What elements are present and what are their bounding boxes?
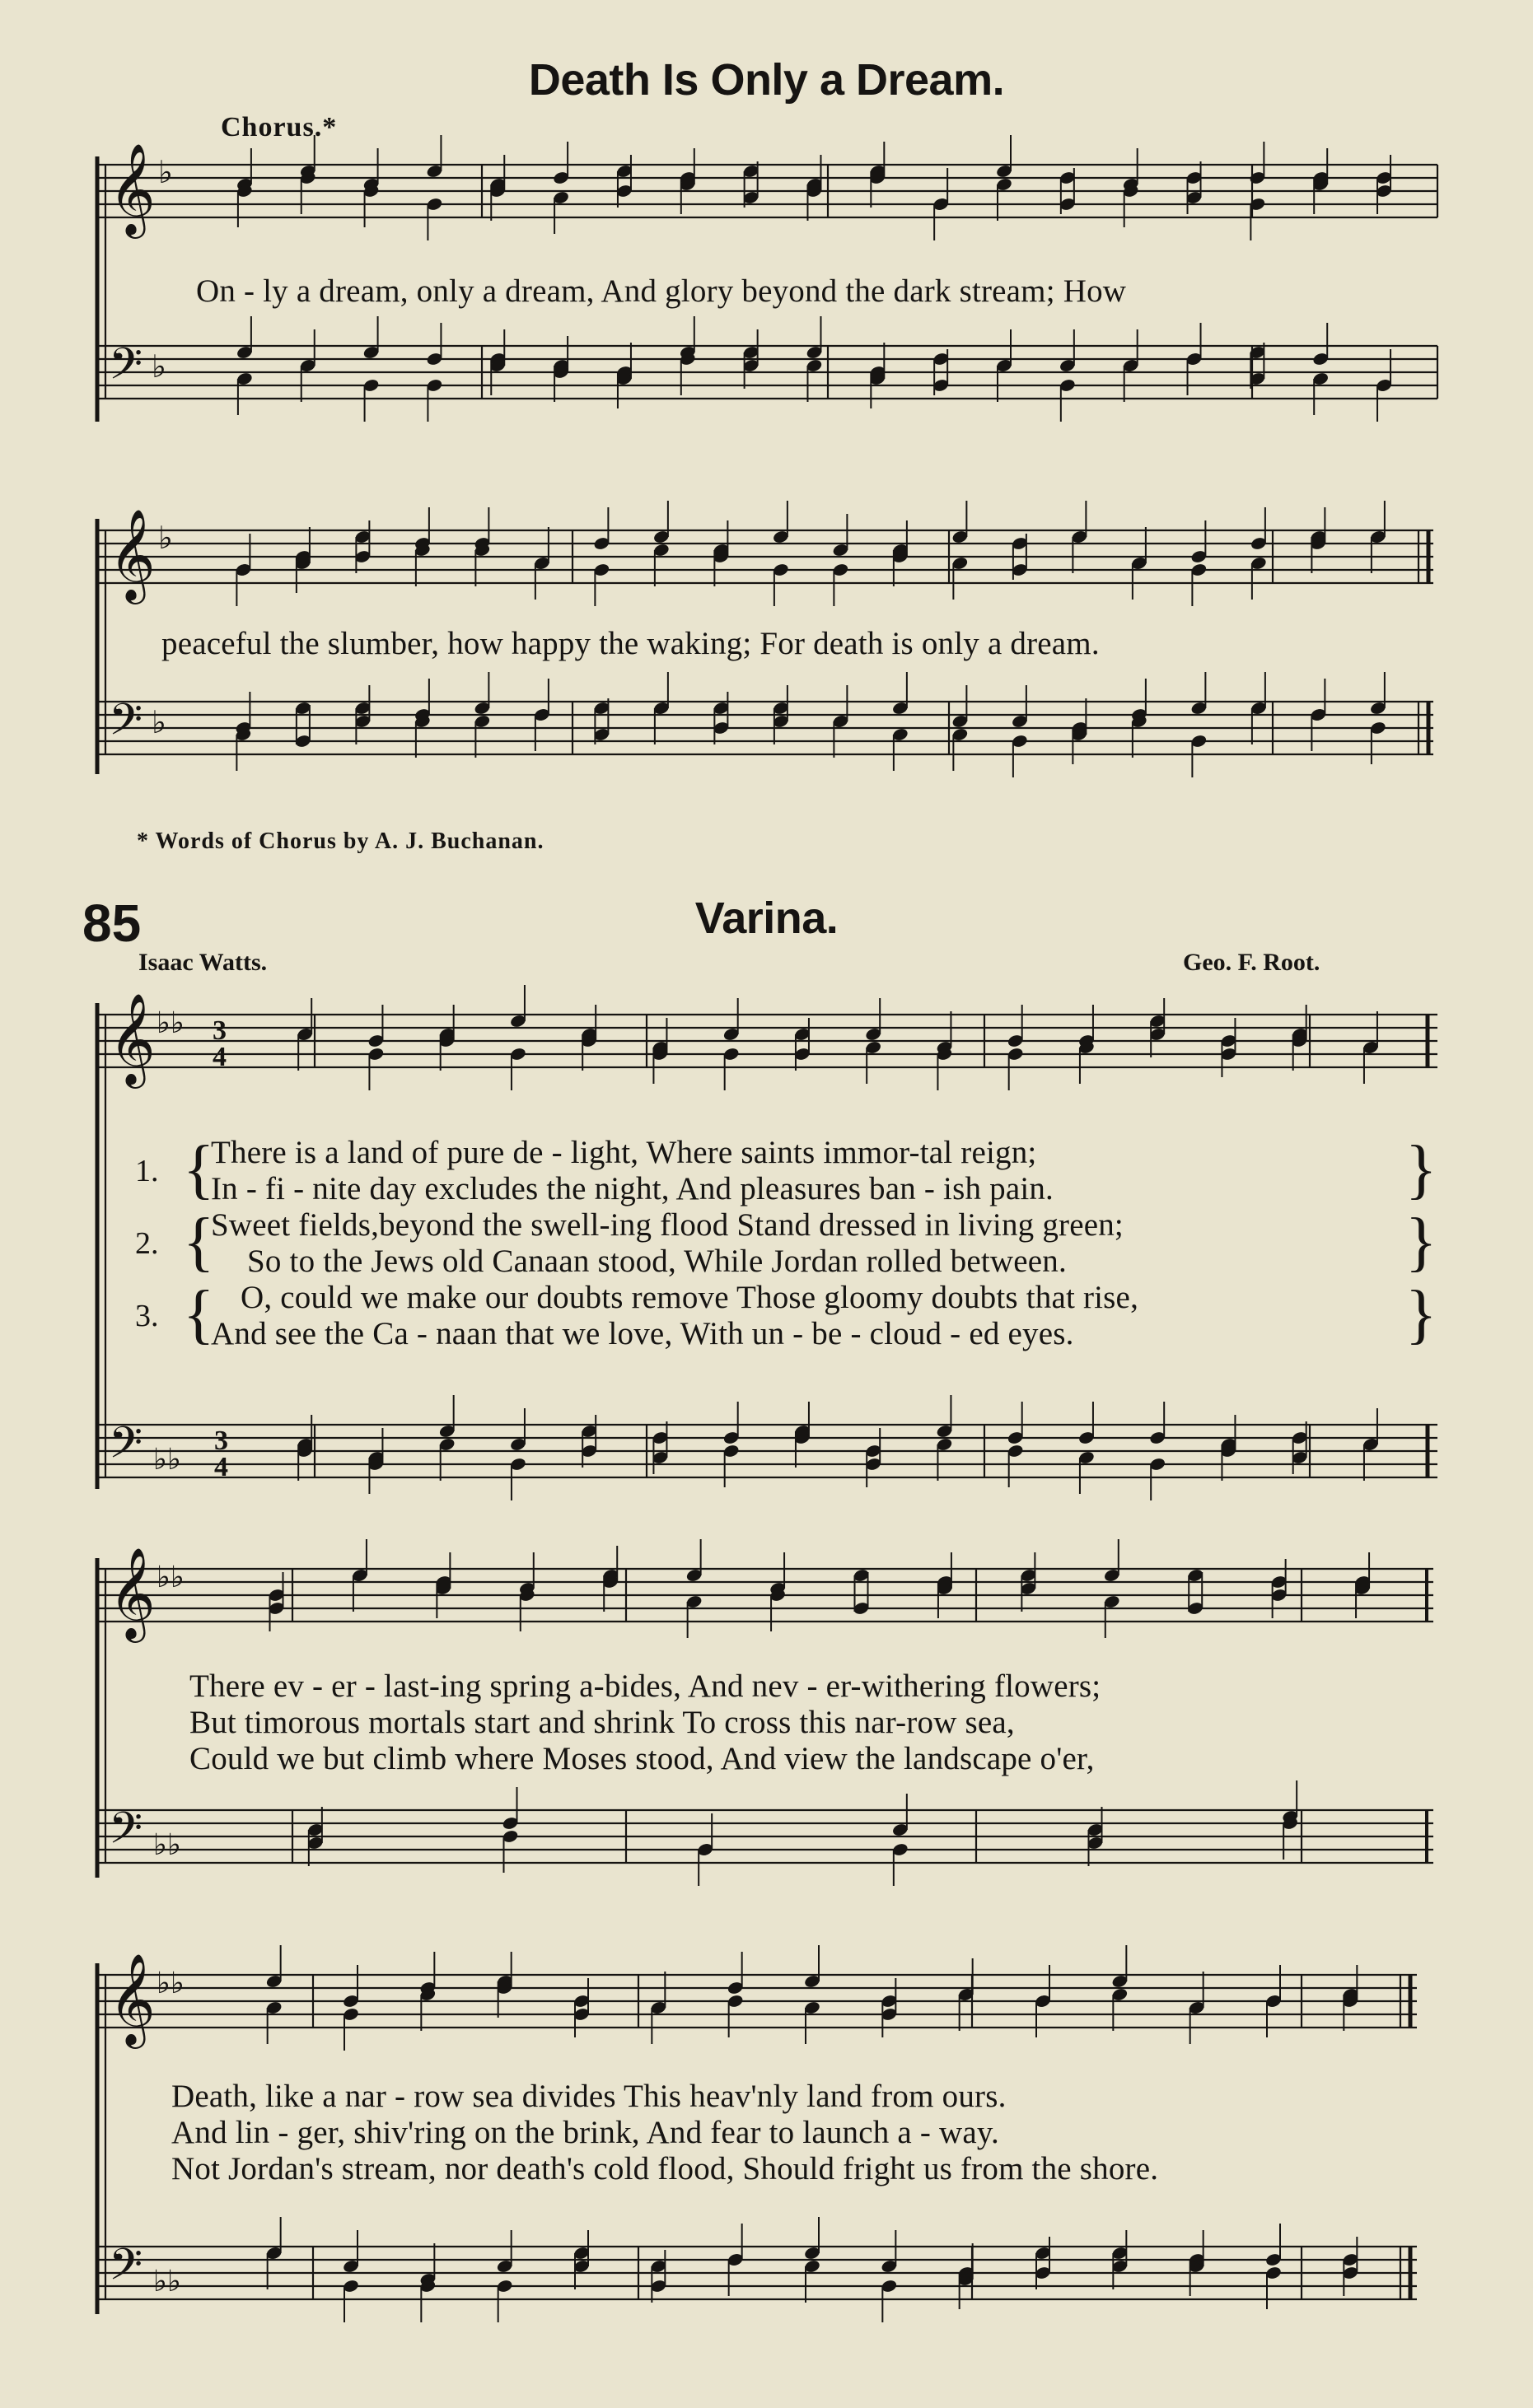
staff-bass-h2-s2 (99, 1810, 1433, 1863)
bass-clef-icon: 𝄢 (109, 339, 143, 400)
lyrics-line: There is a land of pure de - light, Where saints immor-tal reign; (211, 1135, 1037, 1170)
brace-icon: { (183, 1133, 215, 1206)
footnote: * Words of Chorus by A. J. Buchanan. (137, 828, 544, 854)
brace-icon: } (1405, 1206, 1437, 1278)
flat-icon: ♭♭ (153, 1443, 181, 1477)
flat-icon: ♭♭ (153, 1828, 181, 1862)
time-signature-top: 3 (213, 1015, 227, 1046)
staff-treble-h2-s3 (99, 1975, 1417, 2028)
staff-bass-h1-s1 (99, 346, 1437, 399)
bass-clef-icon: 𝄢 (109, 695, 143, 756)
flat-icon: ♭ (158, 154, 173, 190)
verse-number: 1. (135, 1154, 159, 1188)
treble-clef-icon: 𝄞 (109, 1953, 156, 2045)
lyrics-line: On - ly a dream, only a dream, And glory beyond the dark stream; How (196, 273, 1127, 309)
flat-icon: ♭ (158, 520, 173, 556)
lyrics-line: And see the Ca - naan that we love, With un - be - cloud - ed eyes. (211, 1316, 1074, 1351)
treble-clef-icon: 𝄞 (109, 992, 156, 1085)
flat-icon: ♭ (152, 704, 166, 740)
brace-icon: { (183, 1206, 215, 1278)
time-signature-bottom: 4 (213, 1042, 227, 1072)
staff-treble-h2-s1 (99, 1015, 1437, 1067)
lyrics-line: Could we but climb where Moses stood, And view the landscape o'er, (189, 1741, 1095, 1776)
lyrics-line: O, could we make our doubts remove Those gloomy doubts that rise, (241, 1280, 1139, 1315)
flat-icon: ♭♭ (157, 1006, 185, 1040)
hymn-number: 85 (82, 894, 142, 953)
lyrics-line: peaceful the slumber, how happy the waking; For death is only a dream. (161, 626, 1100, 661)
brace-icon: } (1405, 1278, 1437, 1351)
lyrics-line: Death, like a nar - row sea divides This heav'nly land from ours. (171, 2079, 1007, 2114)
words-credit: Isaac Watts. (138, 949, 268, 976)
flat-icon: ♭♭ (157, 1967, 185, 2000)
music-credit: Geo. F. Root. (1183, 949, 1320, 976)
brace-icon: } (1405, 1133, 1437, 1206)
lyrics-line: There ev - er - last-ing spring a-bides, And nev - er-withering flowers; (189, 1668, 1101, 1704)
verse-number: 2. (135, 1226, 159, 1261)
lyrics-line: Sweet fields,beyond the swell-ing flood Stand dressed in living green; (211, 1207, 1124, 1243)
staff-treble-h1-s1 (99, 165, 1437, 217)
lyrics-line: Not Jordan's stream, nor death's cold flood, Should fright us from the shore. (171, 2151, 1159, 2186)
flat-icon: ♭♭ (153, 2265, 181, 2298)
lyrics-line: So to the Jews old Canaan stood, While Jordan rolled between. (247, 1244, 1067, 1279)
hymn-title-varina: Varina. (694, 894, 839, 943)
bass-clef-icon: 𝄢 (109, 1418, 143, 1479)
hymn-title-death-is-only-a-dream: Death Is Only a Dream. (528, 55, 1005, 105)
treble-clef-icon: 𝄞 (109, 142, 156, 235)
bass-clef-icon: 𝄢 (109, 2240, 143, 2301)
brace-icon: { (183, 1278, 215, 1351)
treble-clef-icon: 𝄞 (109, 1547, 156, 1639)
flat-icon: ♭ (152, 348, 166, 385)
verse-number: 3. (135, 1299, 159, 1333)
chorus-label: Chorus.* (221, 112, 338, 142)
lyrics-line: And lin - ger, shiv'ring on the brink, And fear to launch a - way. (171, 2115, 999, 2150)
lyrics-line: But timorous mortals start and shrink To cross this nar-row sea, (189, 1705, 1015, 1740)
flat-icon: ♭♭ (157, 1561, 185, 1594)
staff-treble-h2-s2 (99, 1569, 1433, 1622)
staff-bass-h2-s3 (99, 2247, 1417, 2299)
bass-clef-icon: 𝄢 (109, 1804, 143, 1864)
time-signature-bottom: 4 (214, 1452, 228, 1482)
time-signature-top: 3 (214, 1426, 228, 1456)
treble-clef-icon: 𝄞 (109, 508, 156, 600)
lyrics-line: In - fi - nite day excludes the night, And pleasures ban - ish pain. (211, 1171, 1054, 1206)
